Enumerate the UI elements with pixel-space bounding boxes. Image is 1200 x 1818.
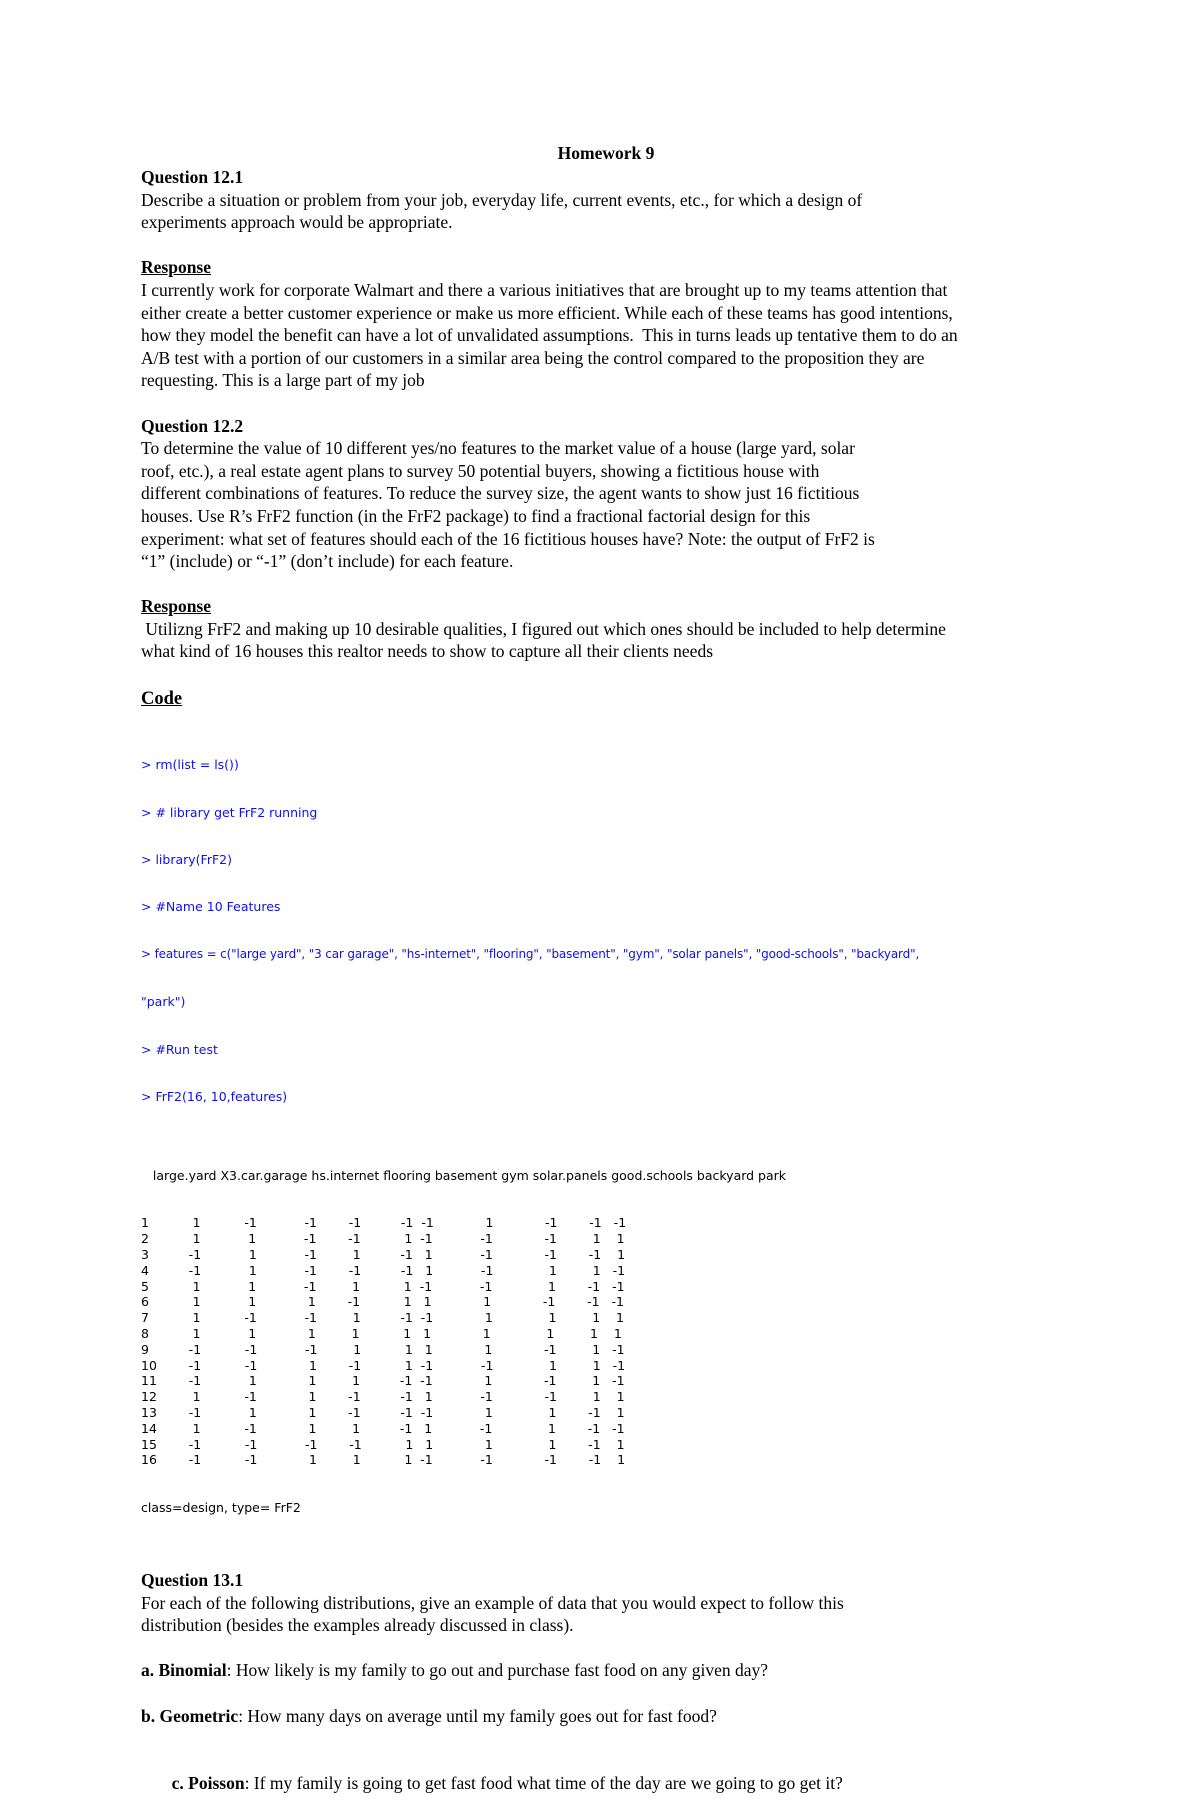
distribution-text: : If my family is going to get fast food what time of the day are we going to go get it? <box>244 1773 843 1794</box>
output-row: 6 1 1 1 -1 1 1 1 -1 -1 -1 <box>141 1294 624 1310</box>
question-line: roof, etc.), a real estate agent plans to survey 50 potential buyers, showing a fictitious house with <box>141 460 820 481</box>
question-line: distribution (besides the examples already discussed in class). <box>141 1615 574 1636</box>
output-row: 9 -1 -1 -1 1 1 1 1 -1 1 -1 <box>141 1341 625 1357</box>
document-page <box>141 140 1071 1818</box>
console-command: "park") <box>141 994 186 1010</box>
output-row: 14 1 -1 1 1 -1 1 -1 1 -1 -1 <box>141 1420 625 1436</box>
question-line: experiment: what set of features should each of the 16 fictitious houses have? Note: the output of FrF2 is <box>141 528 875 549</box>
console-command: > FrF2(16, 10,features) <box>141 1088 288 1104</box>
distribution-label: c. Poisson <box>167 1773 245 1794</box>
response-12-2 <box>141 595 1071 663</box>
question-line: “1” (include) or “-1” (don’t include) for each feature. <box>141 551 514 572</box>
response-line: what kind of 16 houses this realtor needs to show to capture all their clients needs <box>141 641 714 662</box>
distribution-text: : How likely is my family to go out and purchase fast food on any given day? <box>226 1660 768 1681</box>
question-heading: Question 12.1 <box>141 167 244 187</box>
distribution-label: a. Binomial <box>141 1660 227 1681</box>
output-row: 3 -1 1 -1 1 -1 1 -1 -1 -1 1 <box>141 1246 626 1262</box>
response-line: requesting. This is a large part of my job <box>141 370 425 391</box>
distribution-label: b. Geometric <box>141 1705 239 1726</box>
response-line: either create a better customer experience or make us more efficient. While each of these teams has good intentions, <box>141 302 953 323</box>
distribution-item-poisson <box>141 1750 1071 1818</box>
spacer <box>141 234 1071 257</box>
question-line: experiments approach would be appropriate. <box>141 212 453 233</box>
spacer <box>141 1637 1071 1660</box>
output-row: 5 1 1 -1 1 1 -1 -1 1 -1 -1 <box>141 1278 625 1294</box>
distribution-item-binomial <box>141 1659 1071 1682</box>
spacer <box>141 573 1071 596</box>
spacer <box>141 392 1071 415</box>
distribution-text: : How many days on average until my family goes out for fast food? <box>238 1705 717 1726</box>
output-rows <box>141 1215 1071 1468</box>
output-row: 7 1 -1 -1 1 -1 -1 1 1 1 1 <box>141 1310 624 1326</box>
response-heading: Response <box>141 257 212 278</box>
console-command: > # library get FrF2 running <box>141 804 318 820</box>
spacer <box>141 1727 1071 1750</box>
spacer <box>141 663 1071 686</box>
output-row: 8 1 1 1 1 1 1 1 1 1 1 <box>141 1325 622 1341</box>
code-section <box>141 686 1071 1547</box>
console-command: > rm(list = ls()) <box>141 757 239 773</box>
question-line: houses. Use R’s FrF2 function (in the FrF2 package) to find a fractional factorial design for this <box>141 505 811 526</box>
output-row: 2 1 1 -1 -1 1 -1 -1 -1 1 1 <box>141 1231 625 1247</box>
console-command: > library(FrF2) <box>141 852 232 868</box>
output-row: 10 -1 -1 1 -1 1 -1 -1 1 1 -1 <box>141 1357 626 1373</box>
question-12-2 <box>141 415 1071 573</box>
response-heading: Response <box>141 596 212 617</box>
response-line: I currently work for corporate Walmart and there a various initiatives that are brought up to my teams attention that <box>141 279 948 300</box>
question-line: For each of the following distributions, give an example of data that you would expect to follow this <box>141 1592 844 1613</box>
response-line: how they model the benefit can have a lot of unvalidated assumptions. This in turns leads up tentative them to do an <box>141 325 958 346</box>
response-line: A/B test with a portion of our customers in a similar area being the control compared to the proposition they are <box>141 347 925 368</box>
question-13-1 <box>141 1569 1071 1818</box>
question-line: Describe a situation or problem from your job, everyday life, current events, etc., for which a design of <box>141 189 863 210</box>
question-heading: Question 13.1 <box>141 1570 244 1591</box>
output-row: 15 -1 -1 -1 -1 1 1 1 1 -1 1 <box>141 1436 625 1452</box>
output-header: large.yard X3.car.garage hs.internet flooring basement gym solar.panels good.schools backyard park <box>141 1167 787 1183</box>
output-row: 1 1 -1 -1 -1 -1 -1 1 -1 -1 -1 <box>141 1215 627 1231</box>
output-footer: class=design, type= FrF2 <box>141 1499 301 1515</box>
output-row: 13 -1 1 1 -1 -1 -1 1 1 -1 1 <box>141 1404 625 1420</box>
distribution-item-geometric <box>141 1705 1071 1728</box>
spacer <box>141 1547 1071 1569</box>
question-12-1 <box>141 166 1071 234</box>
response-12-1 <box>141 256 1071 392</box>
output-row: 4 -1 1 -1 -1 -1 1 -1 1 1 -1 <box>141 1262 626 1278</box>
console-command: > #Name 10 Features <box>141 899 281 915</box>
question-line: different combinations of features. To reduce the survey size, the agent wants to show just 16 fictitious <box>141 483 860 504</box>
response-line: Utilizng FrF2 and making up 10 desirable qualities, I figured out which ones should be included to help determine <box>141 618 946 639</box>
output-row: 11 -1 1 1 1 -1 -1 1 -1 1 -1 <box>141 1373 625 1389</box>
spacer <box>141 712 1071 726</box>
output-row: 12 1 -1 1 -1 -1 1 -1 -1 1 1 <box>141 1389 625 1405</box>
console-command: > #Run test <box>141 1041 218 1057</box>
frf2-output-table <box>141 1136 1071 1547</box>
console-command: > features = c("large yard", "3 car garage", "hs-internet", "flooring", "basement", "gym", "solar panels", "good-schools", "backyard", <box>141 946 920 961</box>
spacer <box>141 1682 1071 1705</box>
question-heading: Question 12.2 <box>141 415 244 436</box>
code-heading: Code <box>141 688 183 709</box>
r-console-commands <box>141 726 1071 1137</box>
document-title: Homework 9 <box>557 143 655 163</box>
question-line: To determine the value of 10 different yes/no features to the market value of a house (large yard, solar <box>141 438 855 459</box>
output-row: 16 -1 -1 1 1 1 -1 -1 -1 -1 1 <box>141 1452 626 1468</box>
